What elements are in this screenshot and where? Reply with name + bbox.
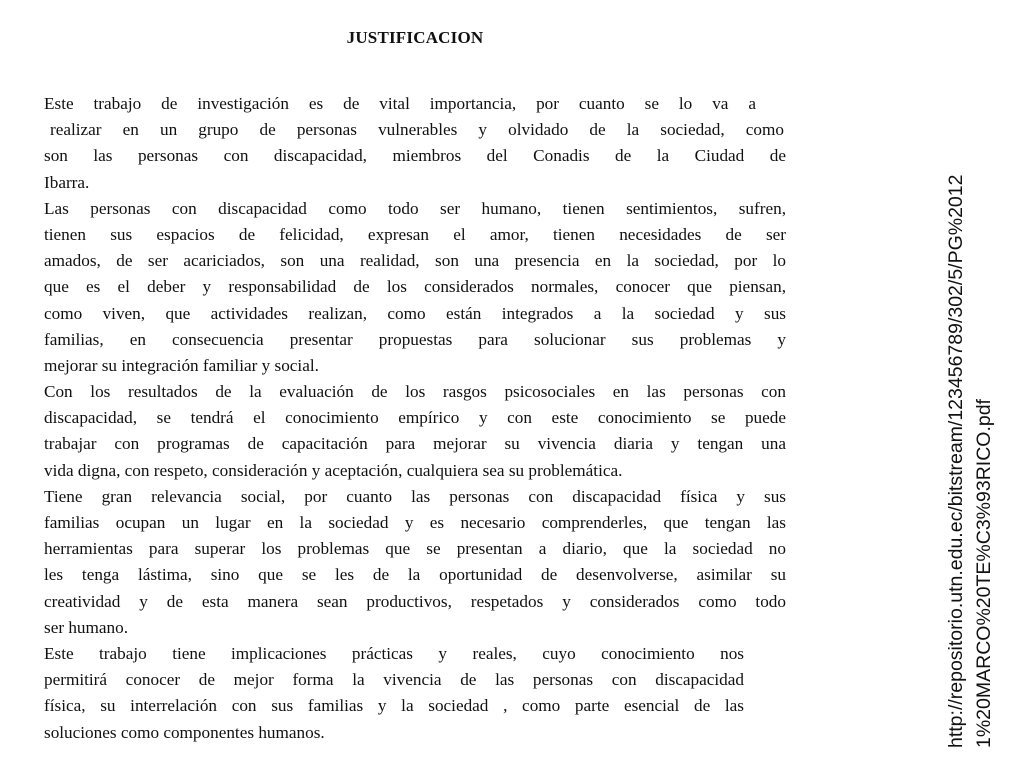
body-line: mejorar su integración familiar y social. <box>44 355 319 375</box>
document-page <box>44 0 786 768</box>
source-url-line-1[interactable]: http://repositorio.utn.edu.ec/bitstream/123456789/302/5/PG%2012 <box>945 174 967 748</box>
body-line: creatividad y de esta manera sean productivos, respetados y considerados como todo <box>44 591 786 611</box>
body-line: Este trabajo tiene implicaciones prácticas y reales, cuyo conocimiento nos <box>44 643 744 663</box>
body-line: discapacidad, se tendrá el conocimiento empírico y con este conocimiento se puede <box>44 408 786 428</box>
body-line: Con los resultados de la evaluación de los rasgos psicosociales en las personas con <box>44 382 786 402</box>
source-url-line-2[interactable]: 1%20MARCO%20TE%C3%93RICO.pdf <box>973 399 995 748</box>
body-line: Tiene gran relevancia social, por cuanto las personas con discapacidad física y sus <box>44 486 786 506</box>
body-line: les tenga lástima, sino que se les de la oportunidad de desenvolverse, asimilar su <box>44 565 786 585</box>
body-line: vida digna, con respeto, consideración y aceptación, cualquiera sea su problemática. <box>44 460 623 480</box>
body-line: tienen sus espacios de felicidad, expresan el amor, tienen necesidades de ser <box>44 224 786 244</box>
body-line: Las personas con discapacidad como todo ser humano, tienen sentimientos, sufren, <box>44 198 786 218</box>
body-line: familias ocupan un lugar en la sociedad y es necesario comprenderles, que tengan las <box>44 513 786 532</box>
document-title: JUSTIFICACION <box>346 28 484 47</box>
body-line: que es el deber y responsabilidad de los considerados normales, conocer que piensan, <box>44 277 786 297</box>
body-line: soluciones como componentes humanos. <box>44 722 325 742</box>
body-line: como viven, que actividades realizan, como están integrados a la sociedad y sus <box>44 303 786 323</box>
body-line: amados, de ser acariciados, son una realidad, son una presencia en la sociedad, por lo <box>44 251 786 271</box>
body-line: física, su interrelación con sus familias y la sociedad , como parte esencial de las <box>44 696 744 716</box>
body-line: permitirá conocer de mejor forma la vivencia de las personas con discapacidad <box>44 670 744 690</box>
body-line: trabajar con programas de capacitación para mejorar su vivencia diaria y tengan una <box>44 434 786 454</box>
body-line: realizar en un grupo de personas vulnerables y olvidado de la sociedad, como <box>50 120 784 140</box>
document-body <box>44 91 786 746</box>
body-line: son las personas con discapacidad, miembros del Conadis de la Ciudad de <box>44 146 786 166</box>
body-line: Ibarra. <box>44 172 90 192</box>
body-line: ser humano. <box>44 617 129 637</box>
body-line: familias, en consecuencia presentar propuestas para solucionar sus problemas y <box>44 329 786 349</box>
body-line: herramientas para superar los problemas que se presentan a diario, que la sociedad no <box>44 539 786 559</box>
body-line: Este trabajo de investigación es de vital importancia, por cuanto se lo va a <box>44 94 756 113</box>
source-url[interactable] <box>942 22 1002 748</box>
